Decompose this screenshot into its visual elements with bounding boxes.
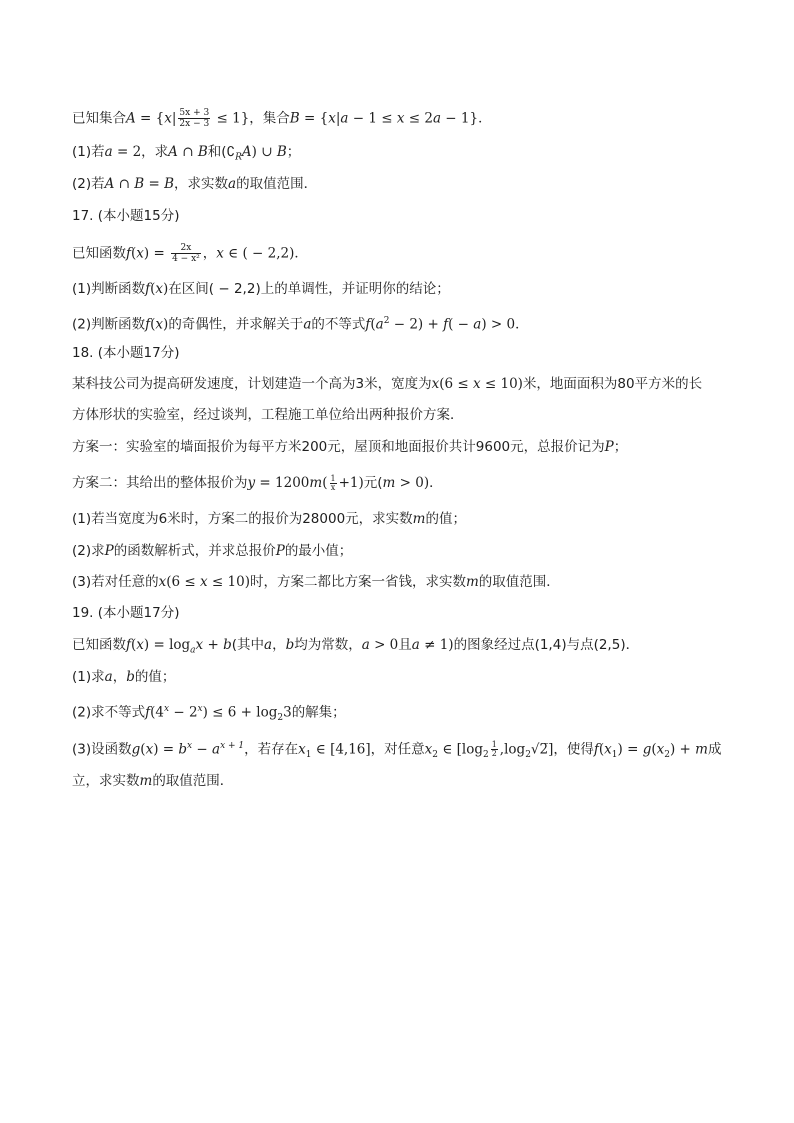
math-text: x	[195, 637, 204, 653]
text-segment: 的解集；	[291, 704, 346, 721]
math-text: ∩	[177, 144, 198, 160]
math-text: − 2) +	[389, 316, 444, 333]
math-text: x	[197, 704, 203, 714]
text-line-l20	[72, 737, 721, 764]
text-line-l8	[72, 344, 179, 362]
text-segment: 成	[707, 741, 722, 758]
text-segment: ，求实数	[174, 176, 229, 192]
math-text: (	[140, 741, 146, 758]
math-text: x	[145, 741, 154, 758]
fraction	[171, 243, 201, 264]
math-text: )	[163, 316, 169, 333]
math-text: f	[443, 316, 449, 333]
text-line-l10	[72, 406, 464, 424]
text-segment: 某科技公司为提高研发速度，计划建造一个高为3米，宽度为	[72, 376, 432, 392]
text-segment: ；	[613, 439, 628, 455]
math-text: ∁	[226, 144, 236, 160]
text-segment: 19. (本小题17分)	[72, 605, 180, 621]
math-text: )	[163, 281, 169, 297]
text-segment: ．	[294, 245, 308, 262]
fraction-denominator: 2x − 3	[179, 119, 210, 129]
math-text: B	[164, 176, 175, 192]
math-text: +	[203, 637, 224, 653]
text-segment: (1)判断函数	[72, 281, 146, 297]
math-text: |	[335, 110, 341, 127]
text-line-l7	[72, 312, 529, 334]
math-text: B	[134, 176, 145, 192]
fraction	[330, 475, 337, 492]
text-line-l12	[72, 474, 443, 492]
text-line-l17	[72, 636, 639, 660]
math-text: ≤ 1}	[212, 110, 250, 127]
math-text: B	[197, 144, 208, 160]
math-text: x	[472, 376, 481, 392]
text-segment: 的值；	[134, 669, 176, 685]
math-text: x	[298, 741, 306, 758]
math-text: (	[131, 245, 137, 262]
math-text: a	[212, 741, 221, 758]
text-line-l11	[72, 438, 627, 456]
math-text: (	[651, 741, 657, 758]
text-segment: ，	[112, 669, 127, 685]
math-text: > 0	[369, 637, 399, 653]
fraction	[491, 741, 498, 758]
math-text: b	[223, 637, 232, 653]
math-text: ) ∪	[251, 144, 277, 160]
math-text: ∈ [log	[438, 741, 483, 758]
math-text: − 1}	[441, 110, 479, 127]
math-text: x	[216, 245, 224, 262]
text-segment: 立，求实数	[72, 773, 140, 789]
math-text: a	[104, 669, 113, 685]
math-text: x	[396, 110, 405, 127]
math-text: − 1 ≤	[348, 110, 397, 127]
text-segment: 均为常数，	[294, 637, 362, 653]
math-text: − 2	[169, 704, 198, 721]
text-segment: 的最小值；	[284, 543, 353, 559]
math-text: a	[473, 316, 482, 333]
text-segment: 17. (本小题15分)	[72, 208, 180, 224]
math-text: a	[190, 645, 196, 656]
text-segment: 18. (本小题17分)	[72, 345, 180, 361]
math-text: f	[126, 245, 131, 262]
text-line-l1	[72, 108, 492, 129]
text-segment: (2)求	[72, 543, 105, 559]
fraction	[178, 108, 210, 129]
math-text: ∈ ( − 2,2)	[223, 245, 295, 262]
math-text: ≤ 2	[404, 110, 433, 127]
math-text: (6 ≤	[166, 574, 200, 590]
math-text: B	[289, 110, 300, 127]
math-text: 1	[611, 750, 618, 761]
text-segment: ．	[429, 475, 443, 491]
math-text: > 0)	[395, 475, 430, 491]
text-segment: (3)若对任意的	[72, 574, 159, 590]
math-text: x	[328, 110, 336, 127]
math-text: x	[656, 741, 665, 758]
text-line-l21	[72, 772, 233, 790]
math-text: 2	[525, 750, 531, 761]
math-text: x	[155, 316, 164, 333]
math-text: ≤ 10)	[480, 376, 523, 392]
math-text: ≤ 10)	[207, 574, 250, 590]
math-text: ,log	[499, 741, 526, 758]
math-text: 1	[305, 750, 312, 761]
text-segment: ，求	[141, 144, 169, 160]
fraction-numerator: 1	[491, 740, 497, 749]
text-segment: 在区间( − 2,2)上的单调性，并证明你的结论；	[168, 281, 450, 297]
fraction-denominator: x	[330, 482, 336, 492]
math-text: (	[131, 637, 137, 653]
math-text: a	[104, 144, 113, 160]
text-segment: 和(	[207, 144, 227, 160]
text-line-l9	[72, 375, 702, 393]
text-segment: 已知函数	[72, 637, 126, 653]
text-segment: (2)求不等式	[72, 704, 146, 721]
math-text: f	[126, 637, 131, 653]
math-text: a	[432, 110, 442, 127]
math-text: m	[139, 773, 153, 789]
math-text: m	[412, 511, 426, 527]
text-segment: 时，方案二都比方案一省钱，求实数	[249, 574, 466, 590]
text-segment: ，若存在	[244, 741, 299, 758]
text-segment: (2)若	[72, 176, 105, 192]
fraction-numerator: 1	[330, 473, 336, 483]
math-text: 2	[664, 750, 670, 761]
math-text: f	[145, 704, 151, 721]
math-text: x	[136, 637, 144, 653]
text-segment: ，	[272, 637, 286, 653]
fraction-denominator: 4 − x²	[172, 254, 200, 264]
math-text: a	[340, 110, 349, 127]
math-text: b	[126, 669, 135, 685]
math-text: x	[187, 741, 193, 751]
math-text: (	[322, 475, 328, 491]
math-text: ∩	[114, 176, 135, 192]
math-text: =	[144, 176, 165, 192]
math-text: = 2	[112, 144, 142, 160]
math-text: 2	[432, 750, 439, 761]
text-line-l5	[72, 243, 308, 264]
math-text: A	[104, 176, 115, 192]
math-text: = {	[135, 110, 165, 127]
text-line-l6	[72, 280, 450, 298]
math-text: a	[375, 316, 384, 333]
math-text: P	[604, 439, 614, 455]
math-text: P	[104, 543, 114, 559]
math-text: R	[235, 152, 242, 163]
text-segment: 方案二：其给出的整体报价为	[72, 475, 248, 491]
math-text: B	[276, 144, 287, 160]
math-text: a	[303, 316, 312, 333]
text-segment: (1)若	[72, 144, 105, 160]
text-segment: ，使得	[553, 741, 594, 758]
text-segment: 已知函数	[72, 245, 126, 262]
text-line-l18	[72, 668, 175, 686]
math-text: = 1200	[255, 475, 310, 491]
math-text: ∈ [4,16]	[311, 741, 371, 758]
text-segment: 且	[398, 637, 412, 653]
text-line-l16	[72, 604, 179, 622]
text-segment: ；	[286, 144, 301, 160]
text-segment: 的不等式	[311, 316, 366, 333]
math-text: = {	[299, 110, 329, 127]
fraction-denominator: 2	[491, 749, 497, 758]
math-text: x	[136, 245, 144, 262]
fraction-numerator: 2x	[180, 243, 192, 253]
math-text: 3	[283, 704, 292, 721]
text-segment: 的取值范围．	[152, 773, 234, 789]
math-text: √2̅]	[530, 741, 554, 758]
math-text: 2	[383, 316, 390, 326]
math-text: x	[431, 376, 440, 392]
math-text: (	[150, 316, 156, 333]
math-text: a	[264, 637, 273, 653]
math-text: f	[365, 316, 371, 333]
text-segment: 元(	[363, 475, 383, 491]
text-line-l15	[72, 573, 560, 591]
math-text: x	[424, 741, 433, 758]
fraction-numerator: 5x + 3	[179, 108, 210, 118]
math-text: 2	[277, 713, 284, 724]
math-text: x	[164, 110, 172, 127]
text-line-l2	[72, 143, 300, 167]
math-text: +1)	[338, 475, 364, 491]
text-line-l14	[72, 542, 352, 560]
text-segment: ，集合	[249, 110, 290, 127]
text-line-l3	[72, 175, 317, 193]
math-text: |	[171, 110, 177, 127]
math-text: m	[695, 741, 708, 758]
math-text: (	[150, 281, 156, 297]
math-text: ) +	[670, 741, 696, 758]
math-text: m	[465, 574, 479, 590]
math-text: (	[370, 316, 376, 333]
math-text: m	[309, 475, 323, 491]
text-segment: 的值；	[425, 511, 466, 527]
math-text: (4	[150, 704, 164, 721]
math-text: ) =	[153, 741, 179, 758]
math-text: a	[411, 637, 420, 653]
math-text: b	[285, 637, 295, 653]
math-text: ) ≤ 6 + log	[202, 704, 278, 721]
math-text: y	[247, 475, 256, 491]
math-text: A	[168, 144, 178, 160]
text-segment: 的奇偶性，并求解关于	[168, 316, 304, 333]
math-text: a	[228, 176, 237, 192]
math-text: g	[642, 741, 652, 758]
text-segment: (其中	[231, 637, 264, 653]
math-text: ) =	[143, 245, 170, 262]
text-line-l13	[72, 510, 466, 528]
text-line-l19	[72, 700, 346, 727]
math-text: ) = log	[143, 637, 191, 653]
math-text: a	[361, 637, 370, 653]
math-text: (	[598, 741, 605, 758]
text-segment: 方体形状的实验室，经过谈判，工程施工单位给出两种报价方案．	[72, 407, 464, 423]
math-text: x	[604, 741, 612, 758]
math-text: (6 ≤	[439, 376, 473, 392]
text-segment: ．	[478, 110, 492, 127]
math-text: f	[145, 281, 151, 297]
math-text: ( −	[448, 316, 474, 333]
text-segment: (1)求	[72, 669, 105, 685]
math-text: A	[241, 144, 252, 160]
text-segment: (1)若当宽度为6米时，方案二的报价为28000元，求实数	[72, 511, 413, 527]
text-segment: 的图象经过点(1,4)与点(2,5)．	[453, 637, 640, 653]
text-segment: 的取值范围．	[236, 176, 318, 192]
math-text: P	[275, 543, 285, 559]
math-text: ≠ 1)	[419, 637, 454, 653]
text-segment: (3)设函数	[72, 741, 132, 758]
math-text: f	[593, 741, 599, 758]
math-text: 2	[482, 750, 489, 761]
text-segment: 米，地面面积为80平方米的长	[522, 376, 703, 392]
math-text: −	[192, 741, 212, 758]
math-text: A	[126, 110, 136, 127]
math-text: b	[178, 741, 188, 758]
math-text: m	[382, 475, 396, 491]
text-segment: 的取值范围．	[478, 574, 560, 590]
math-text: x	[163, 704, 170, 714]
math-text: x	[158, 574, 167, 590]
math-text: g	[131, 741, 141, 758]
math-text: f	[145, 316, 151, 333]
text-segment: 已知集合	[72, 110, 126, 127]
text-segment: (2)判断函数	[72, 316, 146, 333]
math-text: x	[155, 281, 164, 297]
text-segment: 方案一：实验室的墙面报价为每平方米200元，屋顶和地面报价共计9600元，总报价记为	[72, 439, 605, 455]
text-line-l4	[72, 207, 179, 225]
text-segment: ，	[202, 245, 217, 262]
math-text: ) =	[617, 741, 643, 758]
math-text: ) > 0．	[481, 316, 529, 333]
text-segment: ，对任意	[370, 741, 425, 758]
math-text: x + 1	[220, 741, 245, 751]
text-segment: 的函数解析式，并求总报价	[113, 543, 276, 559]
math-text: x	[200, 574, 208, 590]
